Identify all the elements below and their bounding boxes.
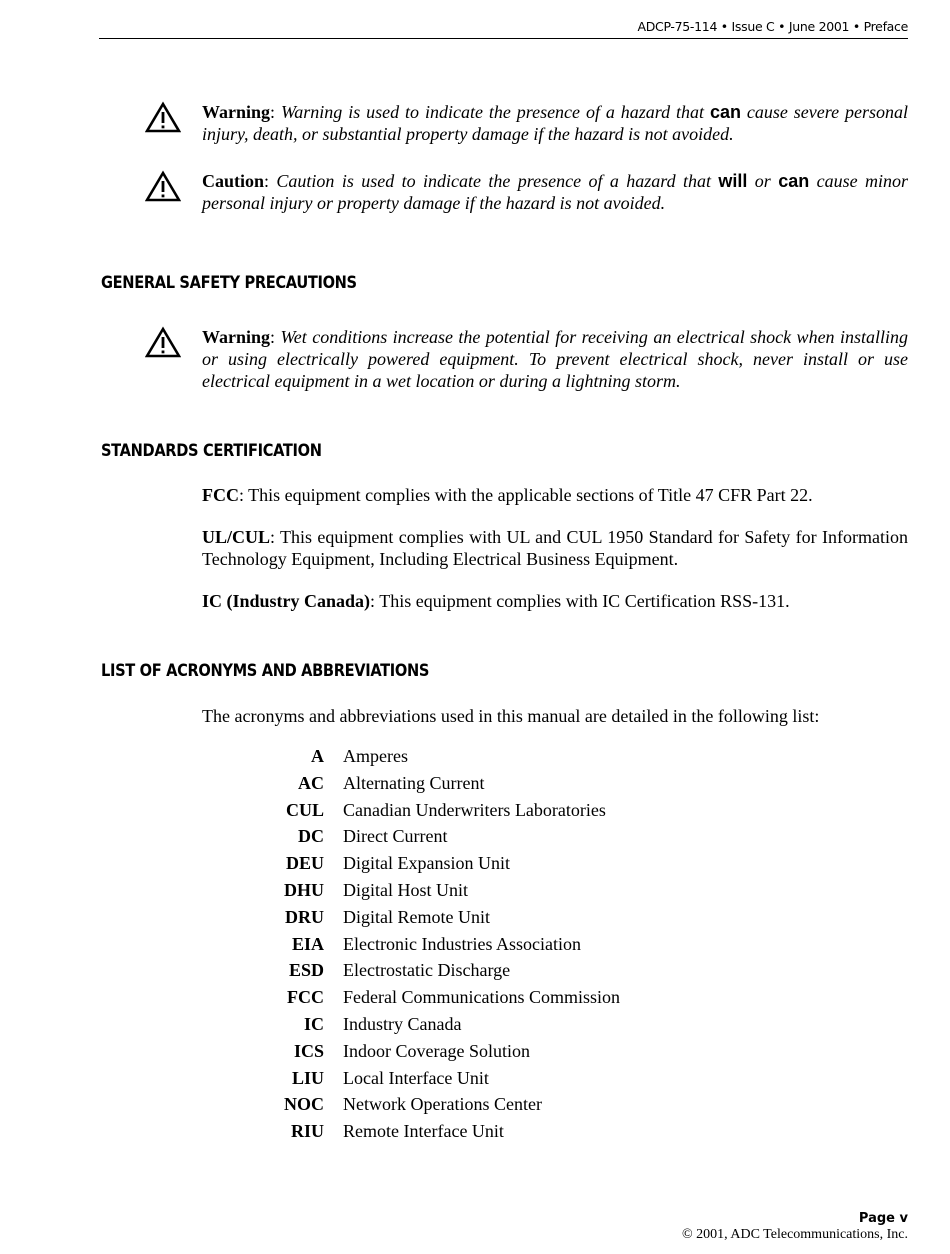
- acronym-definition: Alternating Current: [343, 772, 485, 793]
- acronym-definition: Industry Canada: [343, 1014, 462, 1034]
- acronym-definition: Indoor Coverage Solution: [343, 1040, 530, 1061]
- caution-notice: Caution: Caution is used to indicate the presence of a hazard that will or can cause minor personal injury or property damage if the hazard is not avoided.: [145, 170, 908, 214]
- acronym-abbr: ESD: [288, 960, 324, 981]
- list-item: [202, 853, 902, 875]
- standard-fcc: FCC: This equipment complies with the applicable sections of Title 47 CFR Part 22.: [202, 485, 813, 505]
- acronym-definition: Network Operations Center: [343, 1094, 542, 1115]
- acronym-abbr: EIA: [291, 933, 324, 954]
- acronym-definition: Local Interface Unit: [343, 1067, 489, 1088]
- acronym-abbr: RIU: [290, 1121, 324, 1142]
- copyright-notice: © 2001, ADC Telecommunications, Inc.: [682, 1227, 908, 1242]
- standard-ul-cul: UL/CUL: This equipment complies with UL and CUL 1950 Standard for Safety for Information Technology Equipment, Including Electrical Business Equipment.: [202, 527, 908, 569]
- warning-triangle-icon: [145, 326, 181, 358]
- acronym-definition: Digital Expansion Unit: [343, 853, 510, 874]
- warning-notice-wet: Warning: Wet conditions increase the potential for receiving an electrical shock when installing or using electrically powered equipment. To prevent electrical shock, never install or use electrical equipment in a wet location or during a lightning storm.: [145, 326, 908, 392]
- list-item: [202, 880, 902, 902]
- acronym-abbr: NOC: [284, 1094, 324, 1115]
- list-item: [202, 1068, 902, 1090]
- warning-label: Warning: [202, 327, 271, 347]
- acronym-abbr: LIU: [291, 1067, 324, 1088]
- acronyms-intro: The acronyms and abbreviations used in this manual are detailed in the following list:: [202, 706, 820, 726]
- acronym-definition: Canadian Underwriters Laboratories: [343, 799, 606, 820]
- list-item: [202, 987, 902, 1009]
- acronym-abbr: AC: [298, 772, 324, 793]
- caution-triangle-icon: [145, 170, 181, 202]
- header-text: ADCP-75-114 • Issue C • June 2001 • Preface: [637, 19, 908, 34]
- list-item: [202, 934, 902, 956]
- warning-triangle-icon: [145, 101, 181, 133]
- acronym-abbr: DEU: [285, 853, 324, 874]
- acronym-abbr: FCC: [287, 987, 324, 1008]
- list-item: [202, 1041, 902, 1063]
- section-title-standards: STANDARDS CERTIFICATION: [101, 441, 322, 461]
- acronym-definition: Amperes: [343, 746, 408, 766]
- emphasis-will: will: [718, 171, 748, 191]
- list-item: [202, 826, 902, 848]
- list-item: [202, 1014, 902, 1036]
- acronym-definition: Electronic Industries Association: [343, 933, 581, 954]
- warning-label: Warning: [202, 102, 271, 122]
- caution-label: Caution: [202, 171, 265, 191]
- emphasis-can: can: [778, 171, 810, 191]
- page-header: [99, 18, 908, 39]
- list-item: [202, 1121, 902, 1143]
- list-item: [202, 960, 902, 982]
- acronym-definition: Federal Communications Commission: [343, 987, 620, 1008]
- section-title-acronyms: LIST OF ACRONYMS AND ABBREVIATIONS: [101, 661, 430, 681]
- acronym-definition: Electrostatic Discharge: [343, 960, 511, 981]
- acronym-abbr: IC: [303, 1014, 324, 1034]
- page-number: Page v: [858, 1211, 908, 1226]
- list-item: [202, 800, 902, 822]
- acronym-definition: Digital Host Unit: [343, 880, 468, 900]
- acronym-definition: Direct Current: [343, 826, 448, 847]
- acronym-abbr: DC: [298, 826, 324, 847]
- list-item: [202, 746, 902, 768]
- acronym-abbr: DRU: [285, 906, 324, 927]
- list-item: [202, 1094, 902, 1116]
- acronym-abbr: DHU: [284, 880, 324, 900]
- section-title-safety: GENERAL SAFETY PRECAUTIONS: [101, 273, 357, 293]
- emphasis-can: can: [709, 102, 741, 122]
- standard-ic: IC (Industry Canada): This equipment complies with IC Certification RSS-131.: [202, 591, 790, 611]
- acronym-abbr: A: [311, 746, 324, 766]
- list-item: [202, 907, 902, 929]
- warning-notice-hazard: Warning: Warning is used to indicate the presence of a hazard that can cause severe personal injury, death, or substantial property damage if the hazard is not avoided.: [145, 101, 908, 145]
- acronym-definition: Digital Remote Unit: [343, 906, 490, 927]
- acronym-abbr: CUL: [285, 799, 324, 820]
- acronym-abbr: ICS: [293, 1040, 324, 1061]
- acronym-definition: Remote Interface Unit: [343, 1121, 504, 1142]
- list-item: [202, 773, 902, 795]
